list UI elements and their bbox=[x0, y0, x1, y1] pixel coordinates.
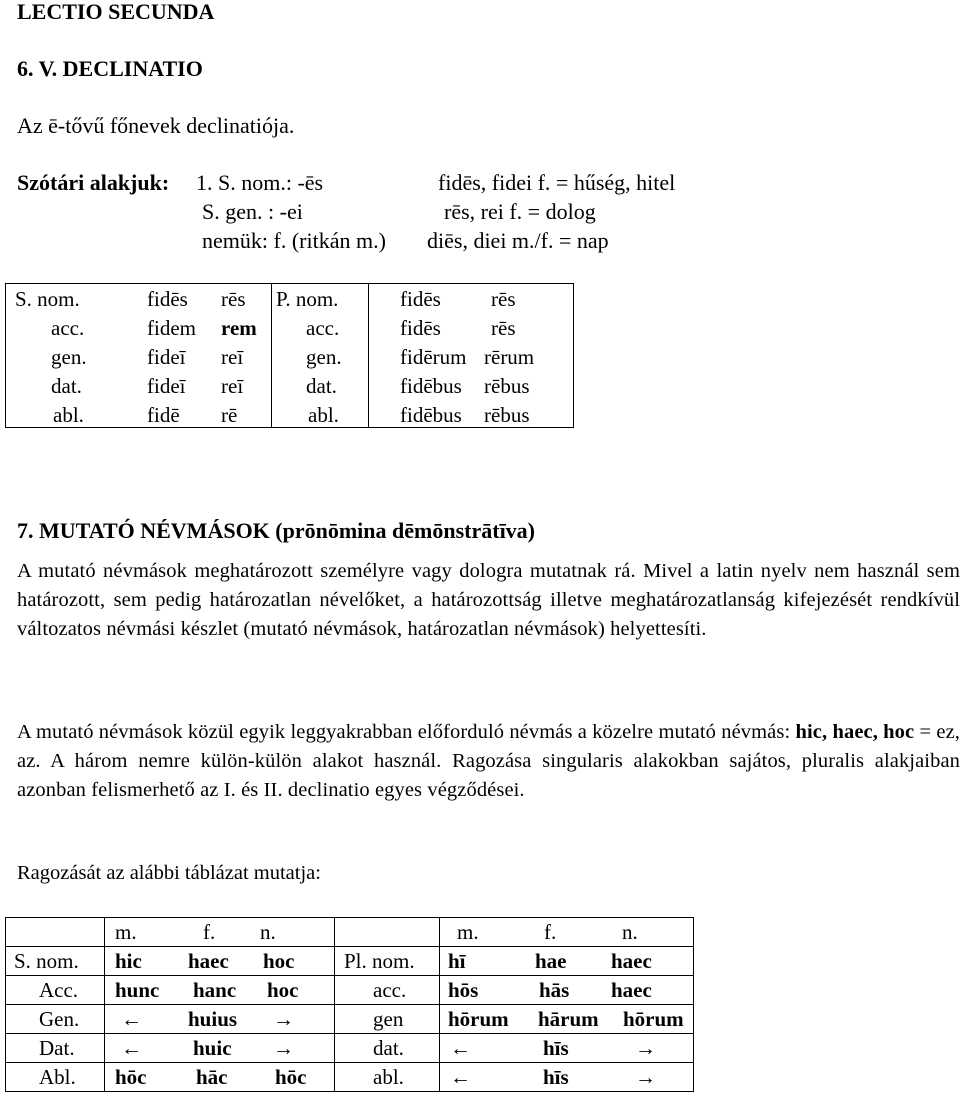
left-arrow-icon: ← bbox=[121, 1036, 142, 1060]
right-arrow-icon: → bbox=[635, 1036, 656, 1060]
case-label: Acc. bbox=[39, 978, 79, 1002]
paragraph-text: A mutató névmások közül egyik leggyakrabban előforduló névmás a közelre mutató névmás: bbox=[17, 721, 791, 743]
pronoun-form: hōc bbox=[115, 1065, 147, 1089]
pronoun-forms: hic, haec, hoc bbox=[795, 721, 915, 743]
left-arrow-icon: ← bbox=[121, 1007, 142, 1031]
case-label: Pl. nom. bbox=[344, 949, 415, 973]
dict-example: fidēs, fidei f. = hűség, hitel bbox=[438, 170, 676, 195]
gender-header: n. bbox=[260, 920, 276, 944]
gender-header: m. bbox=[457, 920, 479, 944]
case-label: S. nom. bbox=[14, 949, 79, 973]
form-res: rēbus bbox=[484, 374, 530, 398]
form-fides: fidēs bbox=[400, 316, 441, 340]
form-res: rērum bbox=[484, 345, 535, 369]
pronoun-form: hīs bbox=[543, 1065, 569, 1089]
section-heading: 7. MUTATÓ NÉVMÁSOK (prōnōmina dēmōnstrātīva) bbox=[17, 518, 536, 543]
pronoun-form: hic bbox=[115, 949, 142, 973]
pronoun-form: haec bbox=[188, 949, 229, 973]
pronoun-form: hōrum bbox=[448, 1007, 509, 1031]
pronoun-form: hās bbox=[539, 978, 570, 1002]
lesson-title: LECTIO SECUNDA bbox=[17, 0, 215, 24]
form-res: rēs bbox=[491, 287, 516, 311]
case-label: dat. bbox=[306, 374, 337, 398]
pronoun-form: hīs bbox=[543, 1036, 569, 1060]
left-arrow-icon: ← bbox=[450, 1065, 471, 1089]
form-res: reī bbox=[221, 345, 244, 369]
dict-form: 1. S. nom.: -ēs bbox=[196, 170, 324, 195]
case-label: P. nom. bbox=[276, 287, 339, 311]
case-label: acc. bbox=[306, 316, 340, 340]
case-label: Gen. bbox=[39, 1007, 80, 1031]
case-label: acc. bbox=[373, 978, 407, 1002]
case-label: acc. bbox=[51, 316, 85, 340]
form-fides: fidēs bbox=[400, 287, 441, 311]
gender-header: f. bbox=[203, 920, 216, 944]
dict-example: rēs, rei f. = dolog bbox=[444, 199, 596, 224]
form-res: rem bbox=[221, 316, 257, 340]
dict-form: nemük: f. (ritkán m.) bbox=[202, 228, 386, 253]
paragraph bbox=[17, 557, 960, 644]
pronoun-form: hae bbox=[535, 949, 567, 973]
case-label: dat. bbox=[51, 374, 82, 398]
gender-header: f. bbox=[544, 920, 557, 944]
section-intro: Az ē-tővű főnevek declinatiója. bbox=[17, 113, 295, 138]
form-res: rēbus bbox=[484, 403, 530, 427]
case-label: gen. bbox=[306, 345, 342, 369]
right-arrow-icon: → bbox=[635, 1065, 656, 1089]
declension-table bbox=[5, 283, 574, 428]
form-res: rēs bbox=[221, 287, 246, 311]
dict-label: Szótári alakjuk: bbox=[17, 170, 170, 195]
form-fides: fidēbus bbox=[400, 403, 462, 427]
form-fides: fidērum bbox=[400, 345, 467, 369]
left-arrow-icon: ← bbox=[450, 1036, 471, 1060]
case-label: gen. bbox=[51, 345, 87, 369]
pronoun-form: hōc bbox=[275, 1065, 307, 1089]
case-label: abl. bbox=[373, 1065, 404, 1089]
form-fides: fidēs bbox=[147, 287, 188, 311]
paragraph-text: A mutató névmások meghatározott személyre vagy dologra mutatnak rá. Mivel a latin nyelv nem használ sem határozott, sem pedig határozatlan névelőket, a határozottság illetve meghatározatlanság kifejezését rendkívül változatos névmási készlet (mutató névmások, határozatlan névmások) helyettesíti. bbox=[17, 560, 960, 640]
form-fides: fideī bbox=[147, 374, 186, 398]
pronoun-form: hōs bbox=[448, 978, 479, 1002]
pronoun-form: hārum bbox=[538, 1007, 599, 1031]
form-res: reī bbox=[221, 374, 244, 398]
form-fides: fidē bbox=[147, 403, 180, 427]
case-label: gen bbox=[373, 1007, 404, 1031]
paragraph-text: = ez, az. A három nemre külön-külön alakot használ. Ragozása singularis alakokban sajátos, pluralis alakjaiban azonban felismerhető az I. és II. declinatio egyes végződései. bbox=[17, 721, 960, 801]
dict-example: diēs, diei m./f. = nap bbox=[427, 228, 609, 253]
pronoun-form: hoc bbox=[267, 978, 299, 1002]
case-label: abl. bbox=[308, 403, 339, 427]
form-res: rēs bbox=[491, 316, 516, 340]
column-divider bbox=[368, 283, 369, 428]
form-fides: fideī bbox=[147, 345, 186, 369]
case-label: S. nom. bbox=[15, 287, 80, 311]
right-arrow-icon: → bbox=[273, 1036, 294, 1060]
form-fides: fidem bbox=[147, 316, 196, 340]
dict-form: S. gen. : -ei bbox=[202, 199, 303, 224]
pronoun-form: haec bbox=[611, 949, 652, 973]
gender-header: n. bbox=[622, 920, 638, 944]
case-label: dat. bbox=[373, 1036, 404, 1060]
paragraph bbox=[17, 718, 960, 805]
table-caption: Ragozását az alábbi táblázat mutatja: bbox=[17, 862, 321, 884]
column-divider bbox=[271, 283, 272, 428]
right-arrow-icon: → bbox=[273, 1007, 294, 1031]
pronoun-form: hoc bbox=[263, 949, 295, 973]
case-label: abl. bbox=[53, 403, 84, 427]
pronoun-table bbox=[5, 917, 694, 1092]
case-label: Dat. bbox=[39, 1036, 75, 1060]
pronoun-form: huius bbox=[188, 1007, 238, 1031]
pronoun-form: hōrum bbox=[623, 1007, 684, 1031]
pronoun-form: huic bbox=[193, 1036, 232, 1060]
gender-header: m. bbox=[115, 920, 137, 944]
case-label: Abl. bbox=[39, 1065, 76, 1089]
form-res: rē bbox=[221, 403, 238, 427]
pronoun-form: haec bbox=[611, 978, 652, 1002]
section-heading: 6. V. DECLINATIO bbox=[17, 56, 203, 81]
pronoun-form: hī bbox=[448, 949, 466, 973]
pronoun-form: hunc bbox=[115, 978, 160, 1002]
form-fides: fidēbus bbox=[400, 374, 462, 398]
pronoun-form: hanc bbox=[193, 978, 237, 1002]
pronoun-form: hāc bbox=[196, 1065, 228, 1089]
